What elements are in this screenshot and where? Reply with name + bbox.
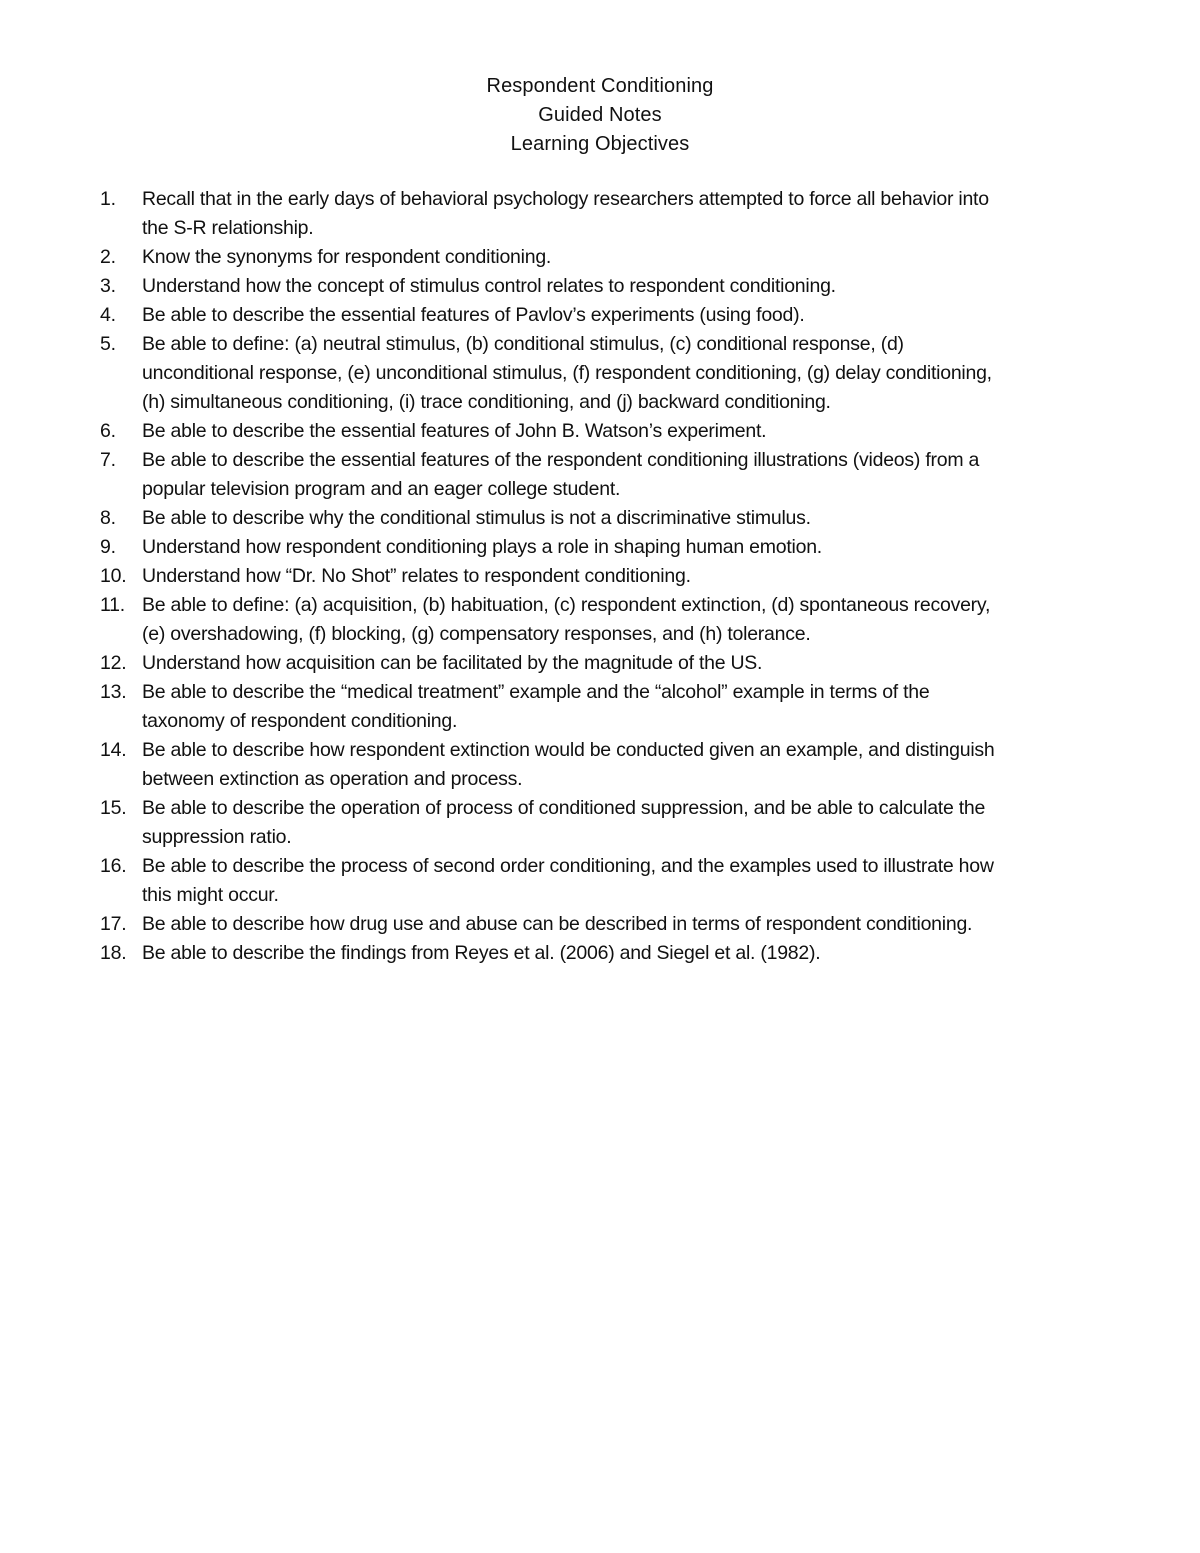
item-number: 9. xyxy=(100,536,116,558)
list-item xyxy=(100,417,1140,446)
item-number: 1. xyxy=(100,188,116,210)
learning-objectives-list xyxy=(100,185,1140,968)
list-item xyxy=(100,562,1140,591)
item-text: Be able to define: (a) acquisition, (b) habituation, (c) respondent extinction, (d) spontaneous recovery, (e) overshadowing, (f) blocking, (g) compensatory responses, and (h) tolerance. xyxy=(142,594,991,645)
list-item xyxy=(100,939,1140,968)
list-item xyxy=(100,649,1140,678)
list-item xyxy=(100,185,1140,243)
item-number: 7. xyxy=(100,449,116,471)
item-text: Be able to describe how drug use and abuse can be described in terms of respondent conditioning. xyxy=(142,913,973,935)
list-item xyxy=(100,446,1140,504)
list-item xyxy=(100,736,1140,794)
item-text: Be able to describe the essential features of the respondent conditioning illustrations (videos) from a popular television program and an eager college student. xyxy=(142,449,980,500)
item-text: Be able to describe the operation of process of conditioned suppression, and be able to calculate the suppression ratio. xyxy=(142,797,986,848)
item-number: 5. xyxy=(100,333,116,355)
list-item xyxy=(100,591,1140,649)
list-item xyxy=(100,272,1140,301)
item-number: 6. xyxy=(100,420,116,442)
list-item xyxy=(100,794,1140,852)
document-title: Respondent Conditioning xyxy=(486,75,714,97)
item-number: 10. xyxy=(100,565,127,587)
item-text: Be able to describe why the conditional stimulus is not a discriminative stimulus. xyxy=(142,507,811,529)
item-text: Understand how acquisition can be facilitated by the magnitude of the US. xyxy=(142,652,763,674)
item-number: 4. xyxy=(100,304,116,326)
item-number: 15. xyxy=(100,797,127,819)
list-item xyxy=(100,504,1140,533)
item-text: Recall that in the early days of behavioral psychology researchers attempted to force all behavior into the S-R relationship. xyxy=(142,188,989,239)
list-item xyxy=(100,678,1140,736)
item-number: 16. xyxy=(100,855,127,877)
item-number: 12. xyxy=(100,652,127,674)
list-item xyxy=(100,533,1140,562)
document-header xyxy=(0,72,1200,159)
item-text: Know the synonyms for respondent conditioning. xyxy=(142,246,552,268)
item-text: Be able to describe how respondent extinction would be conducted given an example, and distinguish between extinction as operation and process. xyxy=(142,739,995,790)
item-text: Understand how “Dr. No Shot” relates to respondent conditioning. xyxy=(142,565,691,587)
item-number: 3. xyxy=(100,275,116,297)
list-item xyxy=(100,910,1140,939)
item-number: 2. xyxy=(100,246,116,268)
item-text: Be able to describe the findings from Reyes et al. (2006) and Siegel et al. (1982). xyxy=(142,942,821,964)
document-section-heading: Learning Objectives xyxy=(510,133,690,155)
document-subtitle: Guided Notes xyxy=(538,104,662,126)
list-item xyxy=(100,243,1140,272)
item-text: Be able to describe the essential features of Pavlov’s experiments (using food). xyxy=(142,304,805,326)
item-text: Be able to define: (a) neutral stimulus, (b) conditional stimulus, (c) conditional response, (d) unconditional response, (e) unconditional stimulus, (f) respondent conditioning, (g) delay conditioning, (h) simultaneous conditioning, (i) trace conditioning, and (j) backward conditioning. xyxy=(142,333,992,413)
item-number: 13. xyxy=(100,681,127,703)
list-item xyxy=(100,301,1140,330)
list-item xyxy=(100,330,1140,417)
list-item xyxy=(100,852,1140,910)
item-text: Be able to describe the process of second order conditioning, and the examples used to illustrate how this might occur. xyxy=(142,855,994,906)
item-number: 11. xyxy=(100,594,125,616)
item-text: Understand how the concept of stimulus control relates to respondent conditioning. xyxy=(142,275,836,297)
item-number: 8. xyxy=(100,507,116,529)
item-number: 17. xyxy=(100,913,127,935)
item-text: Be able to describe the “medical treatment” example and the “alcohol” example in terms of the taxonomy of respondent conditioning. xyxy=(142,681,930,732)
item-text: Understand how respondent conditioning plays a role in shaping human emotion. xyxy=(142,536,822,558)
item-text: Be able to describe the essential features of John B. Watson’s experiment. xyxy=(142,420,767,442)
item-number: 14. xyxy=(100,739,127,761)
item-number: 18. xyxy=(100,942,127,964)
